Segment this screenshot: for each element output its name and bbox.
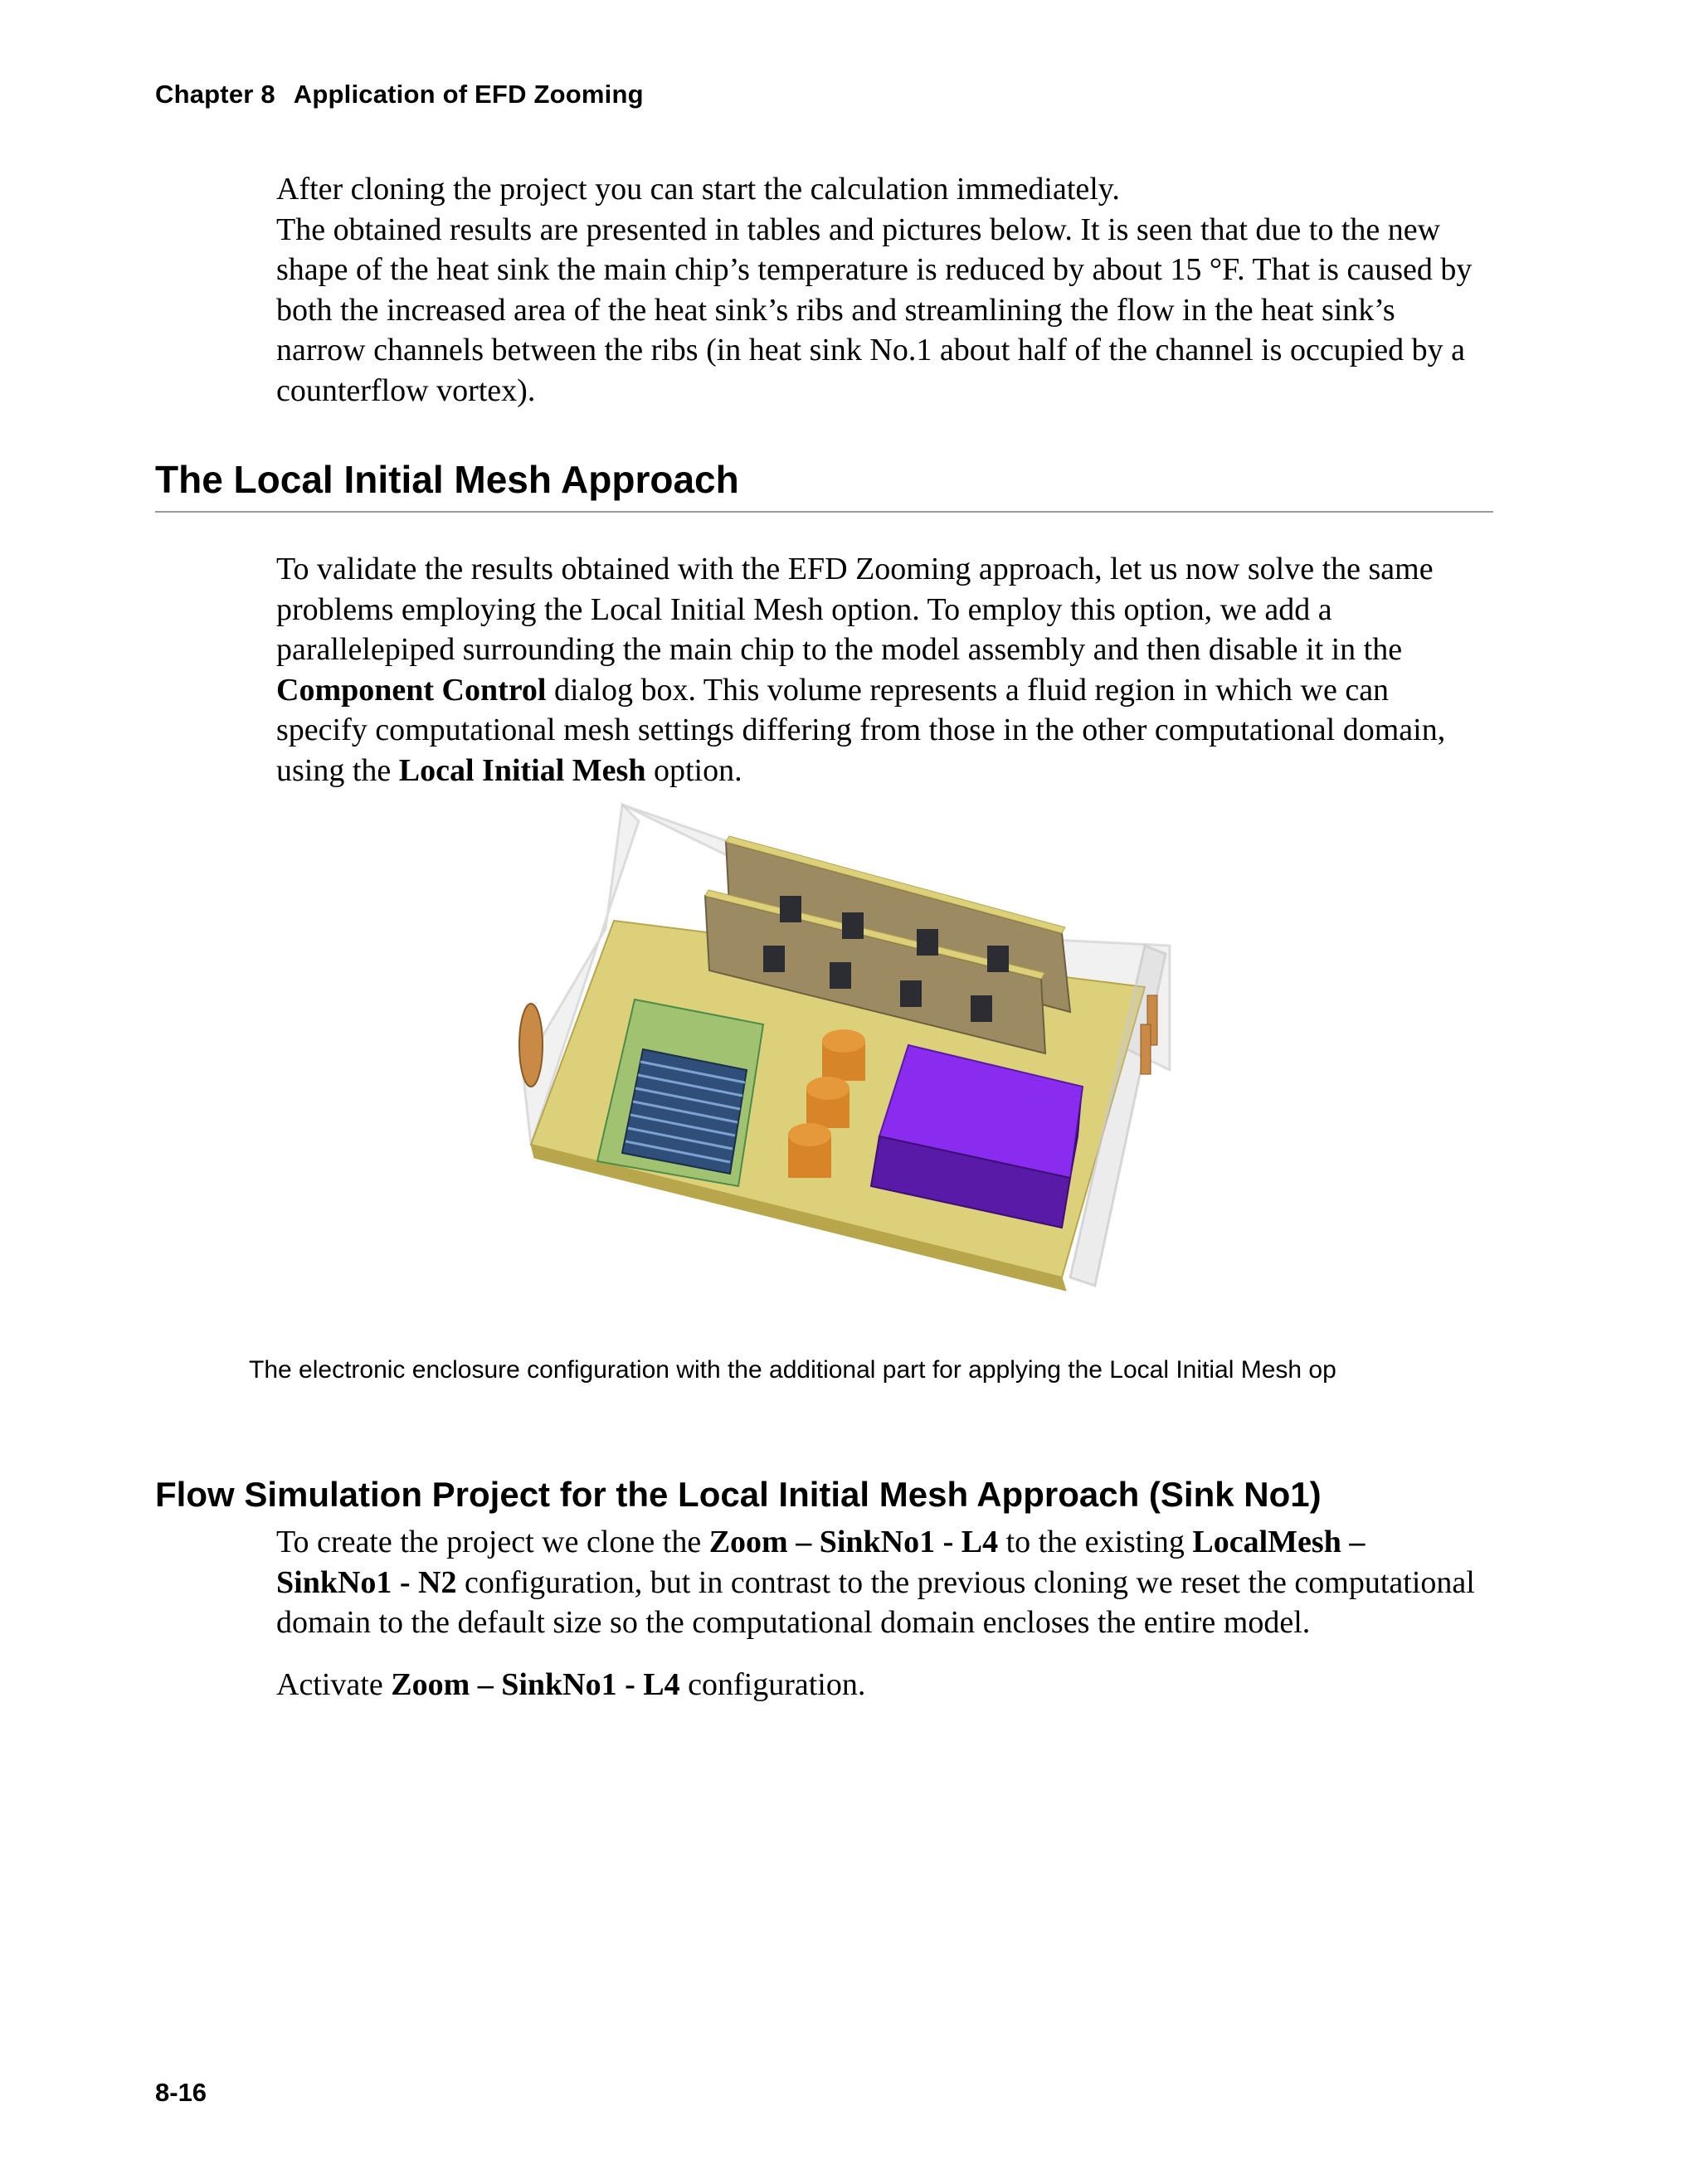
text-run: configuration, but in contrast to the previous cloning we reset the computational domain to the default size so the computational domain encloses the entire model. bbox=[276, 1564, 1475, 1641]
component-control-term: Component Control bbox=[276, 672, 547, 708]
zoom-config-name: Zoom – SinkNo1 - L4 bbox=[391, 1666, 680, 1702]
pci-slot bbox=[763, 946, 785, 972]
page-number: 8-16 bbox=[155, 2078, 207, 2107]
left-fan-vent bbox=[519, 1004, 543, 1087]
local-initial-mesh-term: Local Initial Mesh bbox=[398, 752, 646, 788]
figure-caption: The electronic enclosure configuration with the additional part for applying the Local Initial Mesh op bbox=[249, 1356, 1336, 1384]
intro-line: After cloning the project you can start the calculation immediately. bbox=[276, 172, 1120, 207]
intro-paragraph: The obtained results are presented in tables and pictures below. It is seen that due to the new shape of the heat sink the main chip’s temperature is reduced by about 15 °F. That is caused by both the increased area of the heat sink’s ribs and streamlining the flow in the heat sink’s narrow channels between the ribs (in heat sink No.1 about half of the channel is occupied by a counterflow vortex). bbox=[276, 212, 1473, 408]
running-header bbox=[155, 80, 644, 109]
chapter-title: Application of EFD Zooming bbox=[293, 80, 644, 109]
enclosure-figure bbox=[498, 796, 1195, 1311]
text-run: to the existing bbox=[998, 1525, 1193, 1559]
text-run: To validate the results obtained with the EFD Zooming approach, let us now solve the same problems employing the Local Initial Mesh option. To employ this option, we add a parallelepiped surrounding the main chip to the model assembly and then disable it in the bbox=[276, 552, 1434, 668]
right-vent bbox=[1141, 1024, 1151, 1074]
section1-text bbox=[276, 549, 1487, 791]
enclosure-illustration bbox=[498, 796, 1195, 1311]
text-run: configuration. bbox=[679, 1666, 866, 1702]
section-heading-flow-simulation-project: Flow Simulation Project for the Local Initial Mesh Approach (Sink No1) bbox=[155, 1475, 1322, 1514]
capacitor-top bbox=[806, 1077, 850, 1100]
text-run: To create the project we clone the bbox=[276, 1525, 709, 1559]
section2-text bbox=[276, 1522, 1487, 1705]
intro-text bbox=[276, 169, 1487, 411]
pci-slot bbox=[917, 929, 938, 956]
section2-paragraph bbox=[276, 1522, 1487, 1643]
localmesh-config-name: LocalMesh – SinkNo1 - N2 bbox=[276, 1525, 1366, 1600]
capacitor bbox=[806, 1077, 850, 1128]
text-run: dialog box. This volume represents a fluid region in which we can specify computational mesh settings differing from those in the other computational domain, using the bbox=[276, 672, 1446, 788]
pci-slot bbox=[900, 980, 922, 1007]
pci-slot bbox=[987, 946, 1009, 972]
capacitor bbox=[788, 1123, 831, 1178]
section-heading-local-initial-mesh: The Local Initial Mesh Approach bbox=[155, 455, 1493, 513]
capacitor-top bbox=[788, 1123, 831, 1146]
chapter-label: Chapter 8 bbox=[155, 80, 275, 109]
capacitor-top bbox=[822, 1029, 865, 1053]
pci-slot bbox=[780, 896, 801, 922]
section1-paragraph bbox=[276, 549, 1487, 791]
activate-paragraph bbox=[276, 1665, 1487, 1705]
pci-slot bbox=[842, 912, 864, 939]
text-run: option. bbox=[645, 752, 742, 788]
pci-slot bbox=[971, 995, 992, 1022]
heat-sink bbox=[622, 1049, 747, 1174]
text-run: Activate bbox=[276, 1666, 392, 1702]
zoom-config-name: Zoom – SinkNo1 - L4 bbox=[708, 1525, 999, 1559]
capacitor bbox=[822, 1029, 865, 1081]
pci-slot bbox=[830, 962, 851, 989]
